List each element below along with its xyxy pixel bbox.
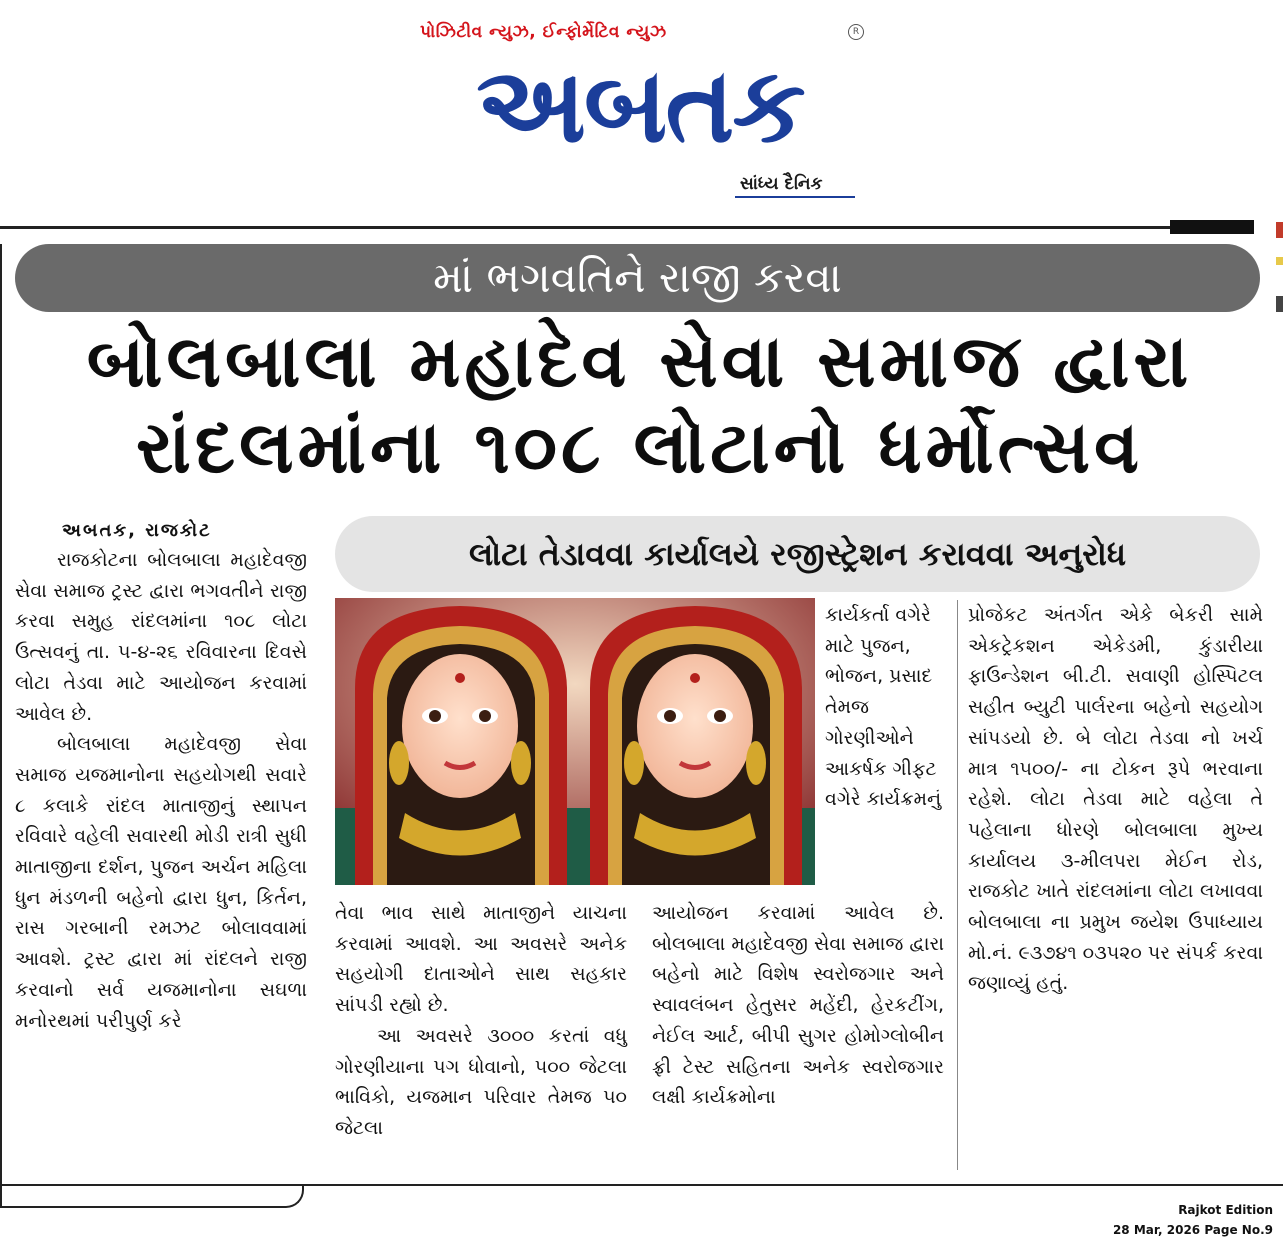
text-column-3 [968,600,1263,999]
text-column-2 [825,600,945,815]
article-headline [12,318,1267,490]
article-subheadline: લોટા તેડાવવા કાર્યાલયે રજીસ્ટ્રેશન કરાવવા અનુરોધ [335,516,1260,592]
logo-text: અબતક [476,44,804,166]
paragraph: બોલબાલા મહાદેવજી સેવા સમાજ યજમાનોના સહયોગથી સવારે ૮ કલાકે રાંદલ માતાજીનું સ્થાપન રવિવારે વહેલી સવારથી મોડી રાત્રી સુધી માતાજીના દર્શન, પુજન અર્ચન મહિલા ધુન મંડળની બહેનો દ્વારા ધુન, કિર્તન, રાસ ગરબાની રમઝટ બોલાવવામાં આવશે. ટ્રસ્ટ દ્વારા માં રાંદલને રાજી કરવાનો સર્વ યજમાનોના સઘળા મનોરથમાં પરીપુર્ણ કરે [15,733,307,1032]
subtitle-underline [735,196,855,198]
headline-line-2: રાંદલમાંના ૧૦૮ લોટાનો ધર્મોત્સવ [136,405,1143,489]
newspaper-logo [420,46,860,164]
edition-name: Rajkot Edition [1178,1203,1273,1217]
edge-mark-red [1276,222,1283,238]
paragraph: આ અવસરે ૩૦૦૦ કરતાં વધુ ગોરણીયાના પગ ધોવાનો, ૫૦૦ જેટલા ભાવિકો, યજમાન પરિવાર તેમજ ૫૦ જેટલા [335,1024,627,1139]
paragraph: કાર્યકર્તા વગેરે માટે પુજન, ભોજન, પ્રસાદ તેમજ ગોરણીઓને આકર્ષક ગીફટ વગેરે કાર્યક્રમનું [825,604,942,811]
top-divider [0,226,1175,229]
text-column-1 [15,545,307,1036]
goddess-image [335,598,815,885]
goddess-figure-left [355,606,567,885]
edge-mark-dark [1276,296,1283,312]
text-column-5 [652,898,944,1113]
top-divider-bar [1170,220,1254,234]
goddess-figure-right [590,606,802,885]
registered-mark: R [848,24,864,40]
column-divider [957,600,958,1170]
article-dateline: અબતક, રાજકોટ [62,520,212,541]
paragraph: તેવા ભાવ સાથે માતાજીને યાચના કરવામાં આવશે. આ અવસરે અનેક સહયોગી દાતાઓને સાથ સહકાર સાંપડી રહ્યો છે. [335,902,627,1017]
paragraph: આયોજન કરવામાં આવેલ છે. બોલબાલા મહાદેવજી સેવા સમાજ દ્વારા બહેનો માટે વિશેષ સ્વરોજગાર અને સ્વાવલંબન હેતુસર મહેંદી, હેરકટીંગ, નેઈલ આર્ટ, બીપી સુગર હોમોગ્લોબીન ફ્રી ટેસ્ટ સહિતના અનેક સ્વરોજગાર લક્ષી કાર્યક્રમોના [652,902,944,1109]
article-kicker: માં ભગવતિને રાજી કરવા [15,244,1260,312]
masthead-subtitle: સાંધ્ય દૈનિક [740,174,823,194]
masthead-tagline: પોઝિટીવ ન્યુઝ, ઈન્ફોર્મેટિવ ન્યુઝ [420,22,667,42]
headline-line-1: બોલબાલા મહાદેવ સેવા સમાજ દ્વારા [86,319,1193,403]
paragraph: પ્રોજેકટ અંતર્ગત એકે બેકરી સામે એકટ્રેકશન એકેડમી, કુંડારીયા ફાઉન્ડેશન બી.ટી. સવાણી હોસ્પિટલ સહીત બ્યુટી પાર્લરના બહેનો સહયોગ સાંપડયો છે. બે લોટા તેડવા નો ખર્ચ માત્ર ૧૫૦૦/- ના ટોકન રૂપે ભરવાના રહેશે. લોટા તેડવા માટે વહેલા તે પહેલાના ધોરણે બોલબાલા મુખ્ય કાર્યાલય ૩-મીલપરા મેઈન રોડ, રાજકોટ ખાતે રાંદલમાંના લોટા લખાવવા બોલબાલા ના પ્રમુખ જયેશ ઉપાધ્યાય મો.નં. ૯૩૭૪૧ ૦૩૫૨૦ પર સંપર્ક કરવા જણાવ્યું હતું. [968,604,1263,995]
edition-date-page: 28 Mar, 2026 Page No.9 [1112,1223,1273,1237]
text-column-4 [335,898,627,1144]
left-border [0,244,2,1184]
goddess-illustration [335,598,815,885]
edge-mark-yellow [1276,257,1283,265]
masthead [0,0,1283,225]
edition-info [1113,1200,1273,1240]
paragraph: રાજકોટના બોલબાલા મહાદેવજી સેવા સમાજ ટ્રસ્ટ દ્વારા ભગવતીને રાજી કરવા સમુહ રાંદલમાંના ૧૦૮ લોટા ઉત્સવનું તા. ૫-૪-૨૬ રવિવારના દિવસે લોટા તેડવા માટે આયોજન કરવામાં આવેલ છે. [15,549,307,725]
footer-tab [0,1186,304,1208]
